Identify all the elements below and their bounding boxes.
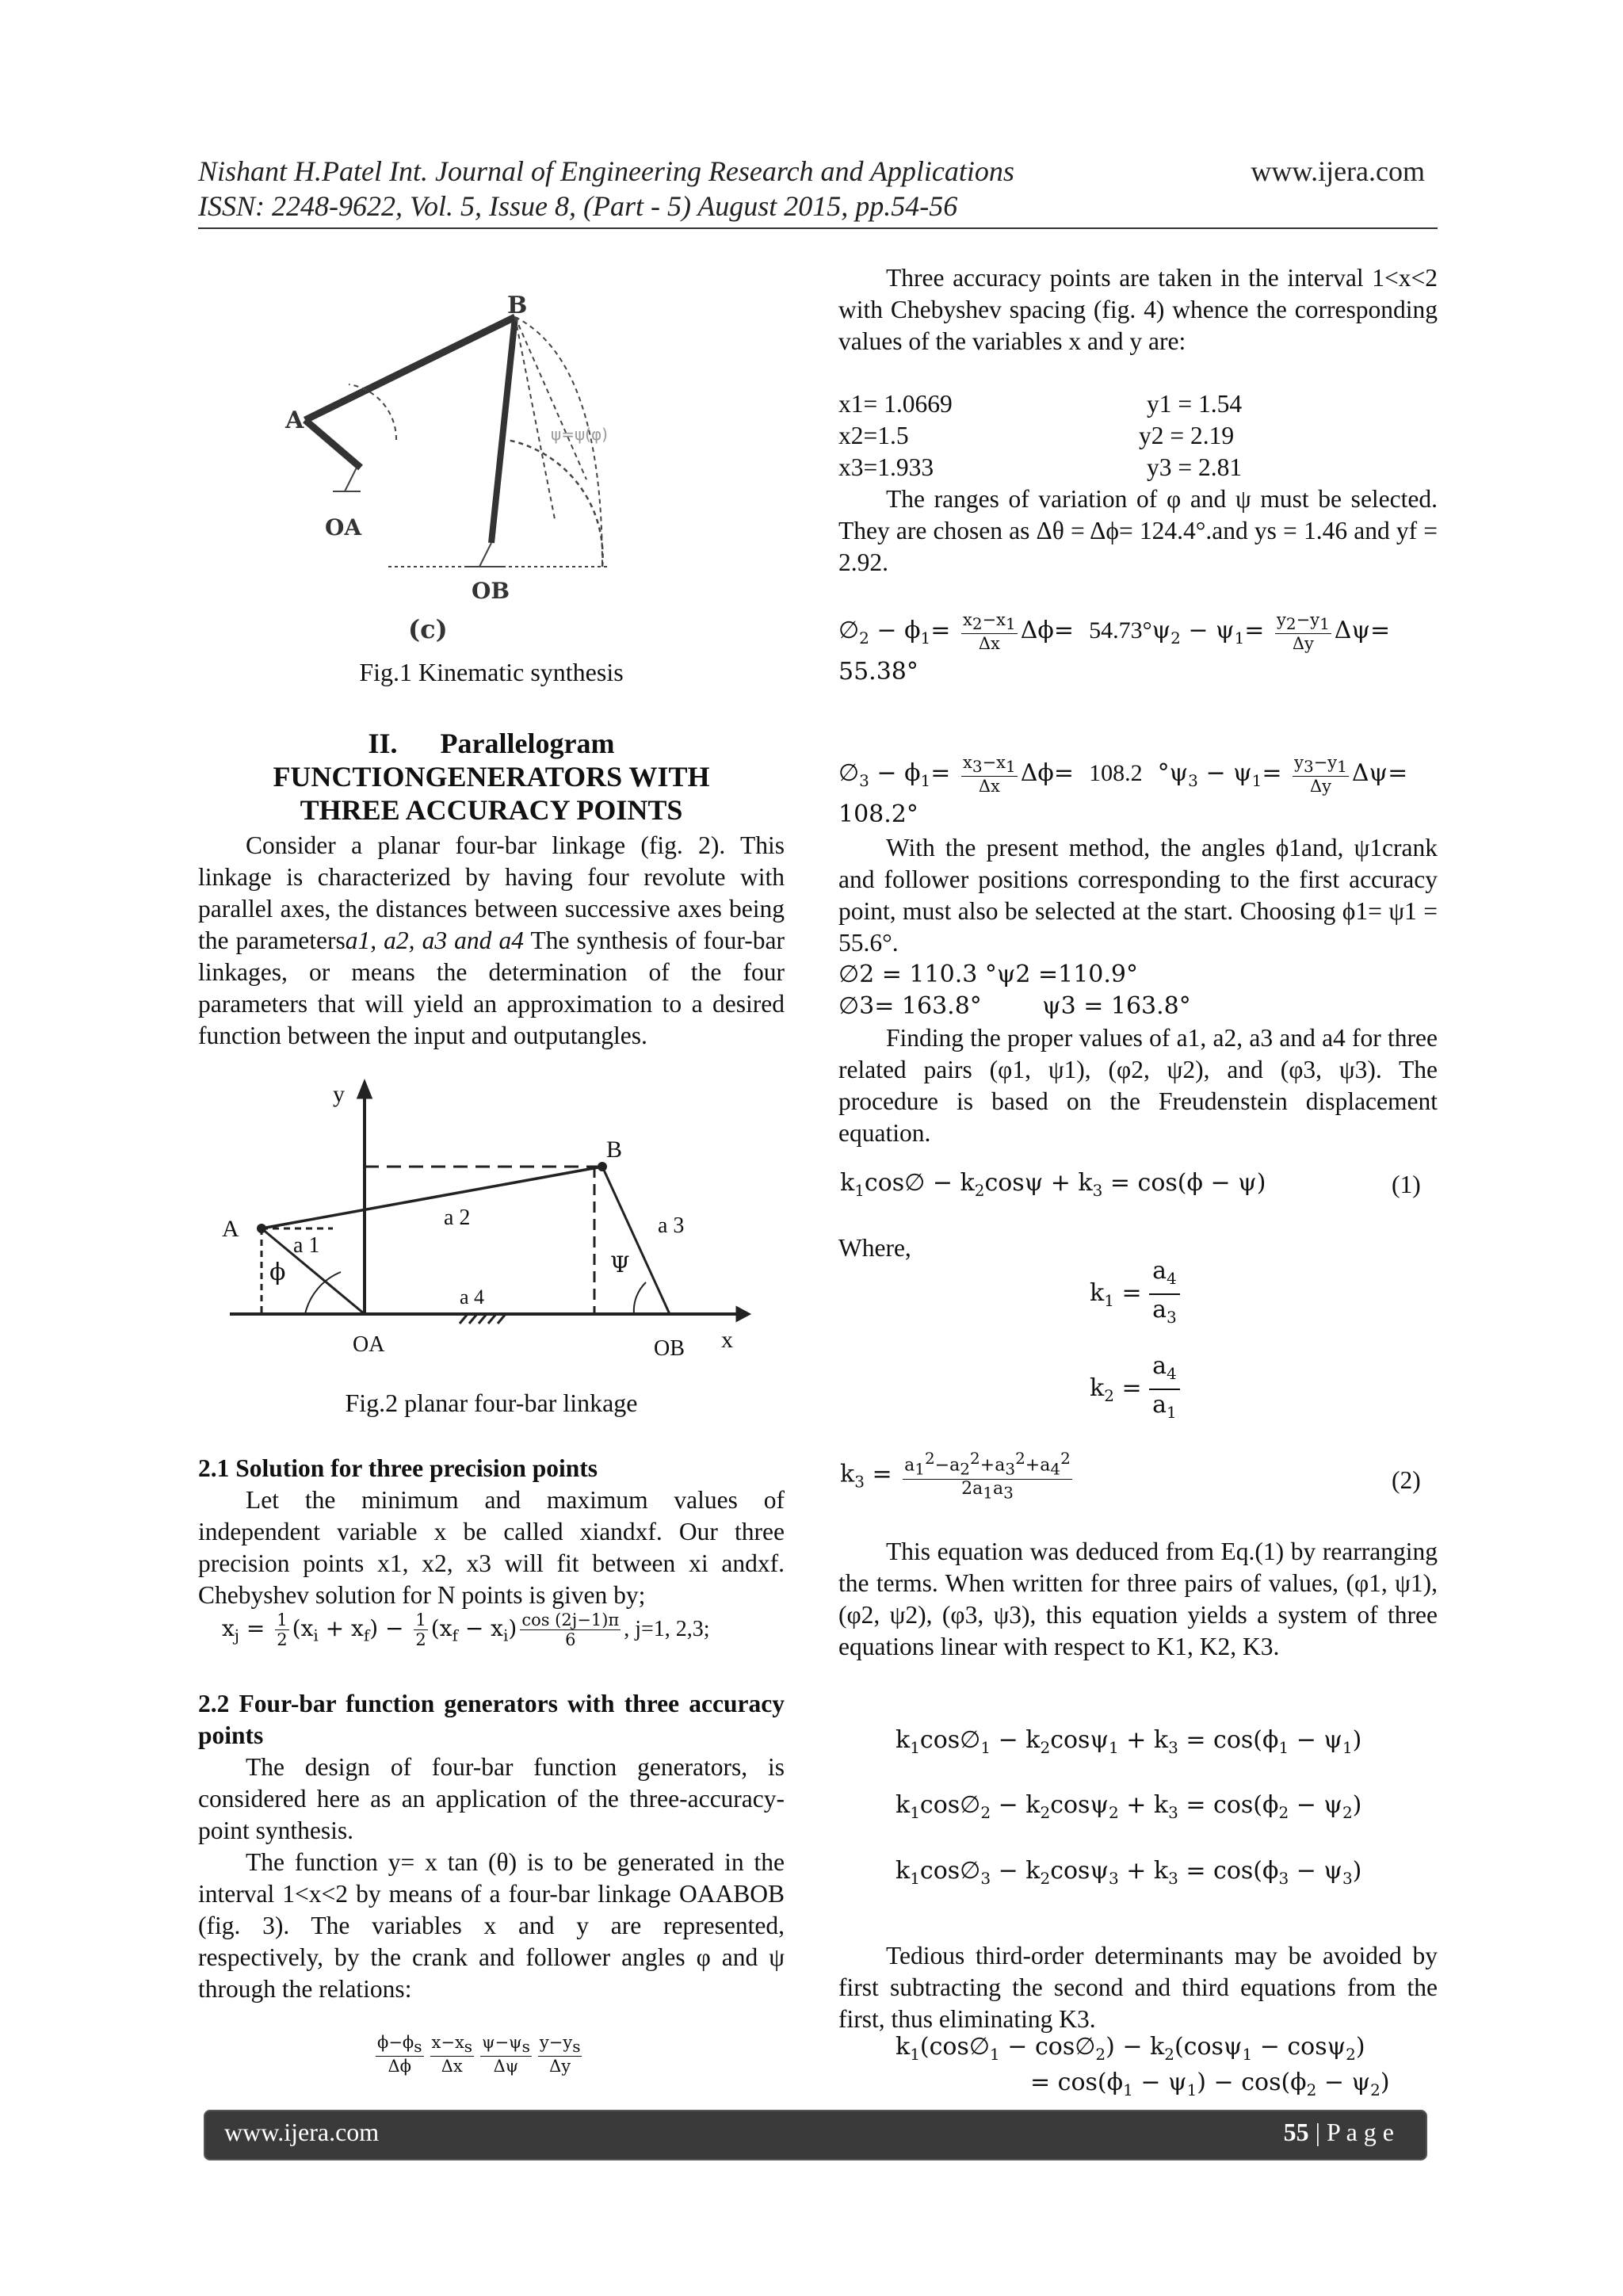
journal-title: Nishant H.Patel Int. Journal of Engineering Research and Applications [198,155,1014,187]
fig1-kinematic-synthesis [269,281,650,662]
section2-params: a1, a2, a3 and a4 [345,926,524,954]
x2-value: x2=1.5 [838,422,909,449]
fig2-label-phi: ϕ [269,1259,286,1286]
phi2-values: ∅2 = 110.3 °ψ2 =110.9° [838,961,1139,988]
right-intro [838,262,1438,357]
section2-paragraph [198,830,785,1052]
y2-value: y2 = 2.19 [1139,422,1235,449]
fig1-caption: Fig.1 Kinematic synthesis [359,658,624,686]
system-eq-2: $k_1\cos\emptyset_2 - k_2\cos\psi_2 + k_3 = \cos(\phi_2 - \psi_2)$ [896,1791,1362,1822]
present-method-paragraph [838,832,1438,1149]
fig2-label-a2: a 2 [444,1205,471,1230]
fig1-label-a: A [285,407,304,434]
footer-bar [204,2110,1427,2160]
k2-definition: $k_2$ = $\frac{a_4}{a_1}$ [1090,1351,1180,1427]
system-eq-1: $k_1\cos\emptyset_1 - k_2\cos\psi_1 + k_3 = \cos(\phi_1 - \psi_1)$ [896,1726,1362,1757]
eq1-val1: 54.73° [1089,617,1152,644]
fig1-label-ob: OB [472,578,510,604]
right-p4: Finding the proper values of a1, a2, a3 and a4 for three related pairs (φ1, ψ1), (φ2, ψ2), and (φ3, ψ3). The procedure is based on the Freudenstein displacement equation. [838,1024,1438,1147]
s21-paragraph [198,1484,785,1611]
fig2-caption: Fig.2 planar four-bar linkage [345,1389,638,1417]
fig2-label-psi: Ψ [610,1251,630,1278]
fig2-label-a: A [222,1216,239,1242]
section2-para1-rest: The synthesis of four-bar linkages, or means the determination of the four parameters that will yield an approximation to a desired function between the input and outputangles. [198,926,785,1049]
x3-value: x3=1.933 [838,453,934,481]
header-rule [198,227,1438,229]
footer-page [1284,2118,1394,2147]
fig1-label-b: B [507,292,528,319]
fig2-label-b: B [606,1137,623,1163]
section2-title-l1: Parallelogram [440,728,615,759]
fig2-axis-x: x [721,1327,733,1353]
phi3-difference-eq: $\emptyset_3 - \phi_1=$ $\frac{x_3-x_1}{\Delta x}$ Δϕ= 108.2 $^\circ\psi_3 - \psi_1=$ $\frac{y_3-y_1}{\Delta y}$ Δψ= [838,753,1408,797]
right-p1: Three accuracy points are taken in the interval 1<x<2 with Chebyshev spacing (fig. 4) whence the corresponding values of the variables x and y are: [838,264,1438,355]
eq1-val2: 55.38° [838,658,918,686]
footer-url[interactable]: www.ijera.com [224,2118,380,2146]
fig2-axis-y: y [333,1081,345,1107]
ranges-paragraph [838,483,1438,579]
fig2-label-a3: a 3 [658,1213,685,1238]
tedious-paragraph [838,1940,1438,2035]
where-label: Where, [838,1234,911,1262]
chebyshev-formula: $x_j$ = $\frac{1}{2}$ $(x_i + x_f)$ − $\frac{1}{2}$ $(x_f - x_i)$ $\frac{\cos (2j-1)\pi}{6}$ , j=1, 2,3; [222,1610,710,1649]
right-p6: Tedious third-order determinants may be avoided by first subtracting the second and third equations from the first, thus eliminating K3. [838,1942,1438,2033]
y3-value: y3 = 2.81 [1147,453,1243,481]
fig2-label-a1: a 1 [293,1233,320,1258]
s21-text: Let the minimum and maximum values of independent variable x be called xiandxf. Our three precision points x1, x2, x3 will fit between xi andxf. Chebyshev solution for N points is given by; [198,1486,785,1609]
fig2-label-a4: a 4 [460,1286,485,1308]
phi2-difference-eq: $\emptyset_2 - \phi_1=$ $\frac{x_2-x_1}{\Delta x}$ $\Delta\phi= 54.73^\circ\psi_2 - \psi_1=$ $\frac{y_2-y_1}{\Delta y}$ Δψ= [838,610,1391,654]
fig1-label-oa: OA [325,514,362,541]
s22-heading: 2.2 Four-bar function generators with three accuracy points [198,1690,785,1749]
k1-definition: $k_1$ = $\frac{a_4}{a_3}$ [1090,1256,1180,1332]
k3-definition: $k_3$ = $\frac{a_1^2-a_2^2+a_3^2+a_4^2}{2a_1a_3}$ [840,1449,1071,1503]
subtracted-eq-line1: $k_1(\cos\emptyset_1$ − $\cos\emptyset_2) - k_2(\cos\psi_1 - \cos\psi_2)$ [896,2033,1365,2064]
fig2-four-bar-linkage [214,1078,753,1379]
right-p2: The ranges of variation of φ and ψ must be selected. They are chosen as Δθ = Δϕ= 124.4°.and ys = 1.46 and yf = 2.92. [838,485,1438,576]
eq-number-2: (2) [1392,1466,1421,1494]
eq2-val1: 108.2 [1089,760,1143,787]
right-p5: This equation was deduced from Eq.(1) by rearranging the terms. When written for three pairs of values, (φ1, ψ1), (φ2, ψ2), (φ3, ψ3), this equation yields a system of three equations linear with respect to K1, K2, K3. [838,1538,1438,1660]
section2-heading-line2: FUNCTIONGENERATORS WITH [273,761,710,793]
eq2-val2: 108.2° [838,800,918,828]
issn-line: ISSN: 2248-9622, Vol. 5, Issue 8, (Part - 5) August 2015, pp.54-56 [198,190,958,222]
x1-value: x1= 1.0669 [838,390,953,418]
fig2-label-oa: OA [353,1332,385,1357]
s22-para2: The function y= x tan (θ) is to be generated in the interval 1<x<2 by means of a four-bar linkage OAABOB (fig. 3). The variables x and y are represented, respectively, by the crank and follower angles φ and ψ through the relations: [198,1848,785,2003]
page-label: | P a g e [1308,2118,1394,2146]
fig1-label-psi: ψ=ψ(φ) [551,425,608,444]
eq-number-1: (1) [1392,1171,1421,1198]
fig2-label-ob: OB [654,1336,685,1361]
section2-heading-line1 [198,727,785,760]
s21-heading: 2.1 Solution for three precision points [198,1454,598,1482]
fig1-label-c: (c) [408,614,448,644]
chebyshev-tail: , j=1, 2,3; [624,1617,710,1641]
phi3-values: ∅3= 163.8° ψ3 = 163.8° [838,992,1191,1020]
journal-url[interactable]: www.ijera.com [1251,155,1425,187]
s22-para1: The design of four-bar function generators, is considered here as an application of the three-accuracy-point synthesis. [198,1753,785,1844]
s22-paragraphs [198,1752,785,2005]
page-number: 55 [1283,2118,1309,2146]
relations-formula: $\frac{\phi-\phi_s}{\Delta\phi}$ $\frac{x-x_s}{\Delta x}$ $\frac{\psi-\psi_s}{\Delta\psi}$ $\frac{y-y_s}{\Delta y}$ [377,2033,581,2076]
freudenstein-eq: $k_1\cos\emptyset - k_2\cos\psi + k_3 = \cos(\phi - \psi)$ [840,1169,1266,1200]
system-eq-3: $k_1\cos\emptyset_3 - k_2\cos\psi_3 + k_3 = \cos(\phi_3 - \psi_3)$ [896,1857,1362,1888]
section2-para1: Consider a planar four-bar linkage (fig. 2). This linkage is characterized by having four revolute with parallel axes, the distances between successive axes being the parameters [198,831,785,954]
deduced-paragraph [838,1536,1438,1663]
subtracted-eq-line2: = $\cos(\phi_1 - \psi_1) - \cos(\phi_2 - \psi_2)$ [1030,2069,1390,2099]
section2-num: II. [368,728,398,759]
section2-heading-line3: THREE ACCURACY POINTS [300,794,683,826]
y1-value: y1 = 1.54 [1147,390,1243,418]
right-p3: With the present method, the angles ϕ1and, ψ1crank and follower positions corresponding to the first accuracy point, must also be selected at the start. Choosing ϕ1= ψ1 = 55.6°. [838,834,1438,957]
